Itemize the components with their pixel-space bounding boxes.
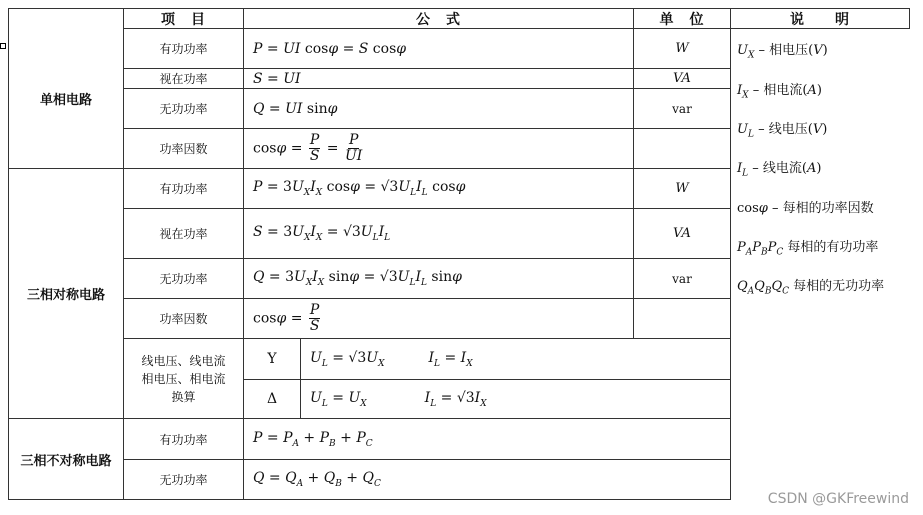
unit-cell: W bbox=[675, 181, 689, 196]
formula-three-active: $P = 3U_XI_X$ $\cos\varphi = √3U_LI_L$ cosφ bbox=[253, 179, 466, 198]
watermark: CSDN @GKFreewind bbox=[767, 491, 909, 507]
formula-three-pf: cosφ = $\frac{P}{S}$ bbox=[253, 302, 320, 334]
unit-cell: var bbox=[672, 101, 692, 116]
conv-label-line: 线电压、线电流 bbox=[141, 353, 226, 368]
header-formula: 公 式 bbox=[416, 11, 461, 28]
conv-label-line: 换算 bbox=[171, 389, 196, 404]
formula-single-apparent: S = UI bbox=[253, 70, 301, 87]
header-description: 说 明 bbox=[790, 11, 850, 28]
header-item: 项 目 bbox=[161, 11, 206, 28]
formula-y-conversion: $U_L = √3U_X$ $I_L = I_X$ bbox=[310, 349, 473, 369]
row-label: 有功功率 bbox=[159, 42, 208, 56]
row-label: 无功功率 bbox=[159, 473, 208, 487]
formula-three-apparent: $S = 3U_XI_X = √3U_LI_L$ bbox=[253, 224, 391, 243]
row-label: 无功功率 bbox=[159, 102, 208, 116]
unit-column-border bbox=[730, 8, 731, 499]
note-phase-voltage: $U_X$ – 相电压(V) bbox=[737, 43, 828, 61]
row-label: 有功功率 bbox=[159, 182, 208, 196]
note-active-power: $P_AP_BP_C$ 每相的有功功率 bbox=[737, 240, 879, 258]
note-power-factor: cosφ – 每相的功率因数 bbox=[737, 201, 874, 216]
formula-three-reactive: $Q = 3U_XI_X$ $\sin\varphi = √3U_LI_L$ sinφ bbox=[253, 269, 462, 288]
formula-single-reactive: Q = UI sinφ bbox=[253, 100, 338, 117]
row-label: 视在功率 bbox=[159, 227, 208, 241]
desc-header-right bbox=[909, 8, 910, 29]
group-three-phase-asymmetric: 三相不对称电路 bbox=[20, 453, 112, 469]
formula-asym-active: $P = P_A + P_B + P_C$ bbox=[253, 429, 373, 449]
formula-asym-reactive: $Q = Q_A + Q_B + Q_C$ bbox=[253, 470, 381, 489]
note-line-voltage: $U_L$ – 线电压(V) bbox=[737, 122, 828, 140]
table-bottom-border bbox=[8, 499, 731, 500]
unit-cell: W bbox=[675, 41, 689, 56]
row-label-conversion bbox=[124, 339, 243, 418]
header-unit: 单 位 bbox=[659, 11, 705, 28]
formula-delta-conversion: $U_L = U_X$ $I_L = √3I_X$ bbox=[310, 389, 487, 409]
delta-connection-symbol: Δ bbox=[266, 391, 278, 407]
row-label: 功率因数 bbox=[159, 312, 208, 326]
y-connection-symbol: Y bbox=[267, 351, 277, 367]
note-reactive-power: $Q_AQ_BQ_C$ 每相的无功功率 bbox=[737, 279, 885, 297]
row-label: 视在功率 bbox=[159, 72, 208, 86]
group-single-phase: 单相电路 bbox=[39, 93, 92, 108]
unit-cell: VA bbox=[673, 226, 691, 241]
row-label: 功率因数 bbox=[159, 142, 208, 156]
group-three-phase-symmetric: 三相对称电路 bbox=[26, 288, 105, 303]
formula-single-pf: cosφ = $\frac{P}{S}$ = $\frac{P}{UI}$ bbox=[253, 132, 363, 164]
row-label: 有功功率 bbox=[159, 432, 208, 447]
conv-label-line: 相电压、相电流 bbox=[141, 371, 226, 386]
unit-cell: VA bbox=[673, 71, 691, 86]
note-line-current: $I_L$ – 线电流(A) bbox=[737, 161, 822, 179]
unit-cell: var bbox=[672, 271, 692, 286]
row-label: 无功功率 bbox=[159, 272, 208, 286]
selection-handle[interactable] bbox=[0, 43, 6, 49]
formula-single-active: P = UI cosφ = S cosφ bbox=[253, 40, 407, 57]
note-phase-current: $I_X$ – 相电流(A) bbox=[737, 83, 822, 101]
